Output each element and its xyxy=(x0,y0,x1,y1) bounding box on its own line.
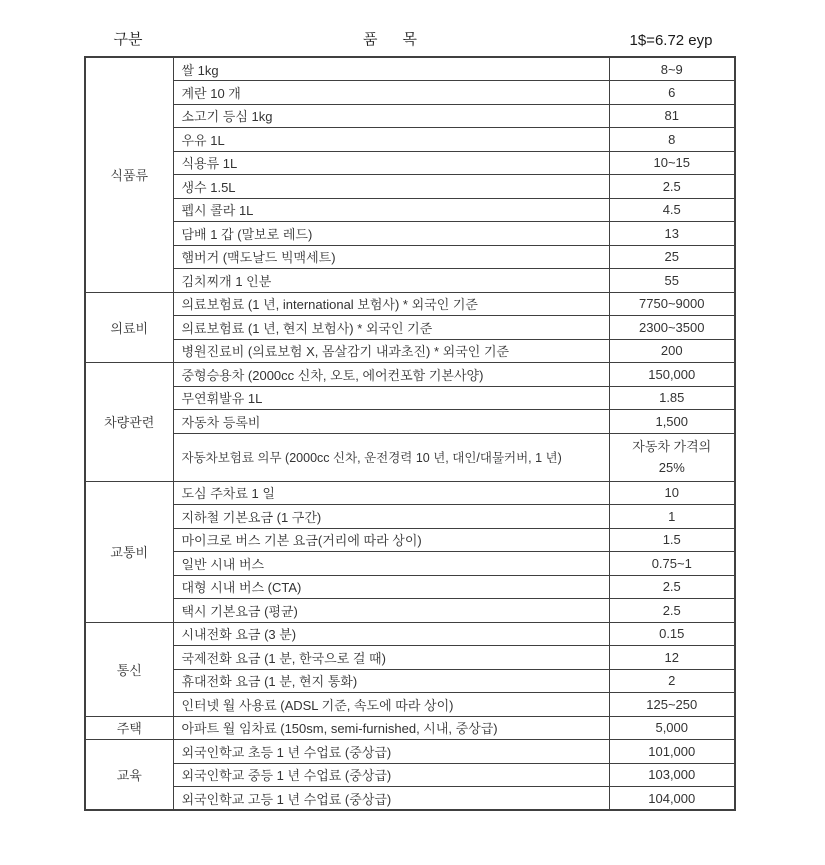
table-row xyxy=(85,716,735,740)
price-cell: 125~250 xyxy=(609,693,735,717)
price-cell: 1.5 xyxy=(609,528,735,552)
category-cell-medical: 의료비 xyxy=(85,292,173,363)
table-row xyxy=(85,104,735,128)
table-row xyxy=(85,575,735,599)
item-cell: 외국인학교 초등 1 년 수업료 (중상급) xyxy=(173,740,609,764)
price-cell: 101,000 xyxy=(609,740,735,764)
price-cell: 104,000 xyxy=(609,787,735,811)
price-cell: 13 xyxy=(609,222,735,246)
price-cell: 2 xyxy=(609,669,735,693)
price-cell: 55 xyxy=(609,269,735,293)
price-cell: 103,000 xyxy=(609,763,735,787)
table-row xyxy=(85,316,735,340)
table-row xyxy=(85,198,735,222)
price-cell: 25 xyxy=(609,245,735,269)
item-cell: 중형승용차 (2000cc 신차, 오토, 에어컨포함 기본사양) xyxy=(173,363,609,387)
table-row xyxy=(85,693,735,717)
item-cell: 마이크로 버스 기본 요금(거리에 따라 상이) xyxy=(173,528,609,552)
price-cell: 0.75~1 xyxy=(609,552,735,576)
item-cell: 국제전화 요금 (1 분, 한국으로 걸 때) xyxy=(173,646,609,670)
item-cell: 의료보험료 (1 년, 현지 보험사) * 외국인 기준 xyxy=(173,316,609,340)
price-cell: 2.5 xyxy=(609,175,735,199)
table-row xyxy=(85,433,735,481)
header-category-label: 구분 xyxy=(113,31,143,48)
table-row xyxy=(85,410,735,434)
item-cell: 식용류 1L xyxy=(173,151,609,175)
table-row xyxy=(85,528,735,552)
item-cell: 휴대전화 요금 (1 분, 현지 통화) xyxy=(173,669,609,693)
table-row xyxy=(85,552,735,576)
category-cell-communication: 통신 xyxy=(85,622,173,716)
price-cell: 200 xyxy=(609,339,735,363)
table-header xyxy=(84,28,734,49)
table-row xyxy=(85,339,735,363)
item-cell: 쌀 1kg xyxy=(173,57,609,81)
item-cell: 김치찌개 1 인분 xyxy=(173,269,609,293)
price-cell: 2.5 xyxy=(609,575,735,599)
table-row xyxy=(85,669,735,693)
table-row xyxy=(85,269,735,293)
price-cell: 6 xyxy=(609,81,735,105)
header-item-label: 품 목 xyxy=(363,31,417,48)
table-row xyxy=(85,505,735,529)
price-cell: 10~15 xyxy=(609,151,735,175)
price-cell: 1.85 xyxy=(609,386,735,410)
item-cell: 소고기 등심 1kg xyxy=(173,104,609,128)
price-cell: 1,500 xyxy=(609,410,735,434)
item-cell: 계란 10 개 xyxy=(173,81,609,105)
table-row xyxy=(85,386,735,410)
table-row xyxy=(85,481,735,505)
table-row xyxy=(85,763,735,787)
item-cell: 병원진료비 (의료보험 X, 몸살감기 내과초진) * 외국인 기준 xyxy=(173,339,609,363)
item-cell: 시내전화 요금 (3 분) xyxy=(173,622,609,646)
item-cell: 자동차 등록비 xyxy=(173,410,609,434)
price-cell: 150,000 xyxy=(609,363,735,387)
table-row xyxy=(85,151,735,175)
category-cell-education: 교육 xyxy=(85,740,173,811)
table-row xyxy=(85,646,735,670)
header-exchange-rate-label: 1$=6.72 eyp xyxy=(629,32,713,49)
item-cell: 펩시 콜라 1L xyxy=(173,198,609,222)
table-row xyxy=(85,245,735,269)
item-cell: 지하철 기본요금 (1 구간) xyxy=(173,505,609,529)
price-cell: 5,000 xyxy=(609,716,735,740)
price-cell: 0.15 xyxy=(609,622,735,646)
price-cell: 4.5 xyxy=(609,198,735,222)
category-cell-food: 식품류 xyxy=(85,57,173,292)
price-line-2: 25% xyxy=(658,460,685,475)
table-row xyxy=(85,622,735,646)
item-cell: 자동차보험료 의무 (2000cc 신차, 운전경력 10 년, 대인/대물커버, 1 년) xyxy=(173,433,609,481)
item-cell: 외국인학교 중등 1 년 수업료 (중상급) xyxy=(173,763,609,787)
price-cell: 7750~9000 xyxy=(609,292,735,316)
table-row xyxy=(85,363,735,387)
table-row xyxy=(85,175,735,199)
price-cell: 2.5 xyxy=(609,599,735,623)
item-cell: 인터넷 월 사용료 (ADSL 기준, 속도에 따라 상이) xyxy=(173,693,609,717)
table-row xyxy=(85,787,735,811)
item-cell: 아파트 월 임차료 (150sm, semi-furnished, 시내, 중상급) xyxy=(173,716,609,740)
item-cell: 의료보험료 (1 년, international 보험사) * 외국인 기준 xyxy=(173,292,609,316)
item-cell: 외국인학교 고등 1 년 수업료 (중상급) xyxy=(173,787,609,811)
table-row xyxy=(85,292,735,316)
price-cell: 81 xyxy=(609,104,735,128)
item-cell: 우유 1L xyxy=(173,128,609,152)
item-cell: 담배 1 갑 (말보로 레드) xyxy=(173,222,609,246)
price-cell: 8~9 xyxy=(609,57,735,81)
item-cell: 도심 주차료 1 일 xyxy=(173,481,609,505)
item-cell: 햄버거 (맥도날드 빅맥세트) xyxy=(173,245,609,269)
table-row xyxy=(85,57,735,81)
table-row xyxy=(85,128,735,152)
cost-of-living-table xyxy=(84,56,736,811)
item-cell: 대형 시내 버스 (CTA) xyxy=(173,575,609,599)
item-cell: 택시 기본요금 (평균) xyxy=(173,599,609,623)
table-row xyxy=(85,740,735,764)
price-cell: 1 xyxy=(609,505,735,529)
table-row xyxy=(85,81,735,105)
table-row xyxy=(85,222,735,246)
item-cell: 무연휘발유 1L xyxy=(173,386,609,410)
price-cell: 10 xyxy=(609,481,735,505)
price-line-1: 자동차 가격의 xyxy=(632,439,712,454)
price-cell: 2300~3500 xyxy=(609,316,735,340)
category-cell-vehicle: 차량관련 xyxy=(85,363,173,482)
price-cell xyxy=(609,433,735,481)
item-cell: 생수 1.5L xyxy=(173,175,609,199)
table-row xyxy=(85,599,735,623)
category-cell-housing: 주택 xyxy=(85,716,173,740)
category-cell-transport: 교통비 xyxy=(85,481,173,622)
price-cell: 12 xyxy=(609,646,735,670)
item-cell: 일반 시내 버스 xyxy=(173,552,609,576)
price-cell: 8 xyxy=(609,128,735,152)
